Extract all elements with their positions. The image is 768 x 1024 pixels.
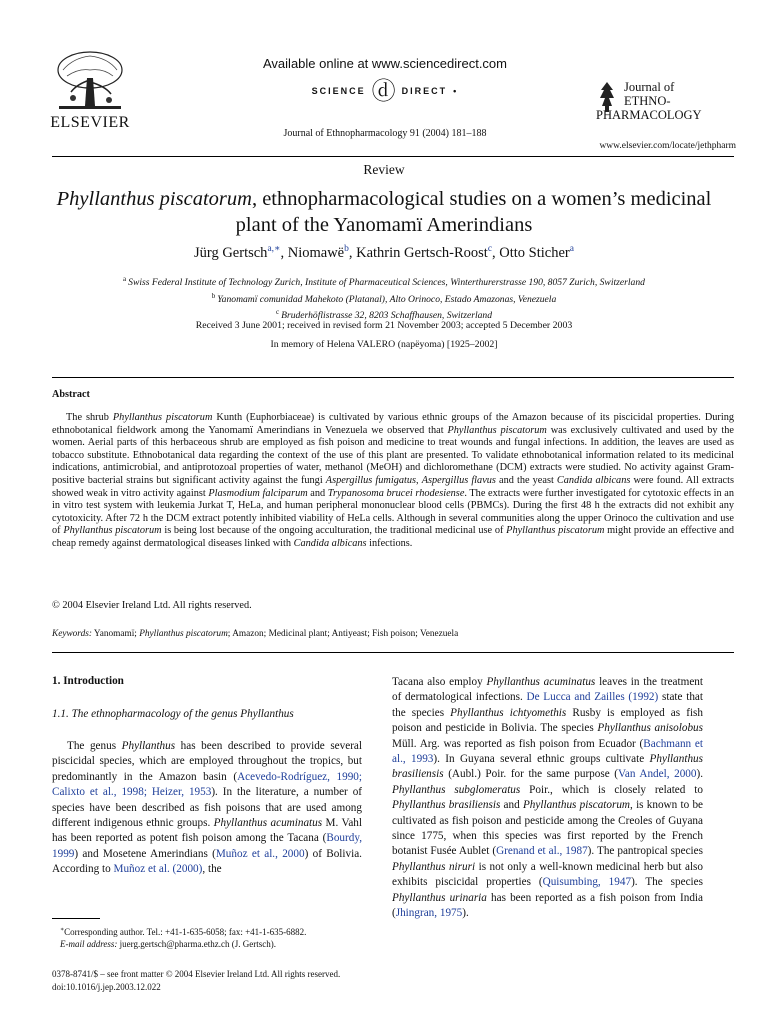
article-dates: Received 3 June 2001; received in revised form 21 November 2003; accepted 5 December 2003 <box>195 320 573 331</box>
text-run: Kunth (Euphorbiaceae) is cultivated by various ethnic groups of the Amazon because of its piscicidal properties. During ethnobotanical fieldwork among the Yanomamï Amerindians in Venezuela we observed that <box>52 412 734 436</box>
text-run: , <box>416 474 422 486</box>
italic-term: Phyllanthus acuminatus <box>213 817 323 830</box>
text-run: infections. <box>366 537 413 549</box>
italic-term: Phyllanthus piscatorum <box>63 525 162 537</box>
author-affiliation-mark[interactable]: a,∗ <box>267 244 281 254</box>
journal-logo-line3: PHARMACOLOGY <box>596 108 702 122</box>
body-right-column <box>392 675 703 922</box>
text-run: state that the species <box>392 691 703 719</box>
text-run: and <box>307 487 328 499</box>
science-word: SCIENCE <box>311 86 366 96</box>
affiliation: $^c$ Bruderhöflistrasse 32, 8203 Schaffhausen, Switzerland <box>276 308 492 322</box>
affiliation: $^b$ Yanomamï comunidad Mahekoto (Platanal), Alto Orinoco, Estado Amazonas, Venezuela <box>211 291 557 305</box>
citation-link[interactable]: Quisumbing, 1947 <box>542 876 632 889</box>
italic-term: Plasmodium falciparum <box>208 487 308 499</box>
sciencedirect-banner <box>240 56 530 103</box>
author-list: Jürg Gertsch$^{a,∗}$, Niomawë$^b$, Kathrin Gertsch-Roost$^c$, Otto Sticher$^a$ <box>194 244 574 261</box>
keywords-list <box>92 629 458 639</box>
text-run: ). <box>696 768 704 781</box>
italic-term: Candida albicans <box>293 537 367 549</box>
text-run: ). <box>462 907 469 920</box>
footnote-corresponding: ∗Corresponding author. Tel.: +41-1-635-6058; fax: +41-1-635-6882. <box>60 927 307 937</box>
sciencedirect-d-icon: ⓓ <box>371 77 396 105</box>
text-run: ) of Bolivia. According to <box>52 847 362 876</box>
text-run: The genus <box>67 740 122 752</box>
affiliation: $^a$ Swiss Federal Institute of Technology Zurich, Institute of Pharmaceutical Sciences, Winterthurerstrasse 190, 8057 Zurich, Switzerland <box>123 275 645 289</box>
abstract-bottom-rule <box>52 652 734 653</box>
text-run: Tacana also employ <box>392 676 487 688</box>
email-link[interactable]: juerg.gertsch@pharma.ethz.ch (J. Gertsch). <box>117 939 276 949</box>
italic-term: Phyllanthus subglomeratus <box>392 783 521 796</box>
text-run: has been reported as a fish poison from India ( <box>392 891 703 920</box>
italic-term: Phyllanthus ichtyomethis <box>450 706 567 719</box>
elsevier-tree-icon <box>53 48 127 112</box>
text-run: and <box>500 799 523 812</box>
abstract-heading: Abstract <box>52 389 90 400</box>
text-run: , the <box>202 863 222 876</box>
text-run: has been described to provide several piscicidal species, which are employed throughout the tropics, but predominantly in the Amazon basin ( <box>52 740 363 783</box>
italic-term: Phyllanthus acuminatus <box>486 676 596 688</box>
italic-term: Phyllanthus <box>121 740 176 752</box>
italic-term: Trypanosoma brucei rhodesiense <box>327 487 465 499</box>
citation-link[interactable]: Muñoz et al., 2000 <box>215 847 305 860</box>
italic-term: Phyllanthus piscatorum <box>506 525 605 537</box>
text-run: ) and Mosetene Amerindians ( <box>74 847 216 860</box>
italic-term: Aspergillus flavus <box>421 474 496 486</box>
italic-term: Aspergillus fumigatus <box>325 474 417 486</box>
citation-link[interactable]: Van Andel, 2000 <box>618 768 697 781</box>
citation-link[interactable]: Jhingran, 1975 <box>395 907 463 920</box>
text-run: ). The species <box>631 876 703 889</box>
keywords-label: Keywords: <box>52 629 92 639</box>
text-run: ). In Guyana several ethnic groups cultivate <box>433 753 650 766</box>
text-run: Rusby is employed as fish poison and pesticide in Bolivia. The species <box>392 706 704 735</box>
italic-term: Phyllanthus piscatorum <box>139 629 228 639</box>
citation-link[interactable]: Acevedo-Rodríguez, 1990; Calixto et al., 1998; Heizer, 1953 <box>52 770 362 799</box>
citation-link[interactable]: Grenand et al., 1987 <box>496 845 588 858</box>
author-affiliation-mark[interactable]: c <box>487 244 493 254</box>
author-affiliation-mark[interactable]: b <box>344 244 349 254</box>
italic-term: Phyllanthus piscatorum <box>112 412 213 423</box>
title-species: Phyllanthus piscatorum <box>56 188 252 210</box>
article-type: Review <box>363 162 405 177</box>
journal-citation: Journal of Ethnopharmacology 91 (2004) 181–188 <box>283 128 487 139</box>
italic-term: Phyllanthus piscatorum <box>522 799 631 812</box>
citation-link[interactable]: Bourdy, 1999 <box>52 832 362 860</box>
author-name: Kathrin Gertsch-Roost <box>356 244 488 261</box>
author-name: Jürg Gertsch <box>194 244 268 261</box>
text-run: might provide an effective and cheap remedy against dermatological diseases linked with <box>52 525 734 549</box>
section-heading: 1. Introduction <box>52 675 124 687</box>
text-run: was exclusively cultivated and used by the women. Aerial parts of this herbaceous shrub are employed as fish poison and medicine to treat wounds and fungal infections. In addition, the leaves are used as tobacco substitute. Ethnobotanical data regarding the context of the use of this plant are presented. To validate ethnobotanical information related to its medicinal indications, antimicrobial, and antiprotozoal properties of water, methanol (MeOH) and dichloromethane (DCM) extracts were studied. No activity against Gram-positive bacterial strains but significant activity against the fungi <box>52 424 734 486</box>
keywords <box>52 629 458 639</box>
author-affiliation-mark[interactable]: a <box>569 244 574 254</box>
journal-url-link[interactable]: www.elsevier.com/locate/jethpharm <box>599 141 736 151</box>
header-rule <box>52 156 734 157</box>
footnote-email: E-mail address: juerg.gertsch@pharma.ethz.ch (J. Gertsch). <box>60 939 276 949</box>
text-run: The shrub <box>66 412 113 423</box>
italic-term: Phyllanthus piscatorum <box>447 424 547 436</box>
text-run: leaves in the treatment of dermatological infections. <box>392 676 703 704</box>
affiliations <box>50 273 718 323</box>
issn-block <box>52 968 340 993</box>
abstract-top-rule <box>52 377 734 378</box>
body-left-column <box>52 739 362 878</box>
journal-logo-line2: ETHNO- <box>624 94 671 108</box>
elsevier-logo <box>50 48 130 132</box>
footnote <box>60 924 380 950</box>
italic-term: Candida albicans <box>556 474 631 486</box>
text-run: Müll. Arg. was reported as fish poison from Ecuador ( <box>392 737 644 750</box>
author-name: Otto Sticher <box>499 244 570 261</box>
copyright-line: © 2004 Elsevier Ireland Ltd. All rights reserved. <box>52 600 252 611</box>
title-rest: , ethnopharmacological studies on a women’s medicinal plant of the Yanomamï Amerindians <box>235 188 712 236</box>
author-name: Niomawë <box>287 244 345 261</box>
subsection-heading: 1.1. The ethnopharmacology of the genus Phyllanthus <box>52 708 294 720</box>
journal-logo <box>596 80 736 122</box>
text-run: and the yeast <box>495 474 557 486</box>
text-run: Poir., which is closely related to <box>520 783 703 796</box>
italic-term: Phyllanthus urinaria <box>392 891 487 904</box>
journal-logo-line1: Journal of <box>624 80 675 94</box>
text-run: Yanomamï; <box>91 629 140 639</box>
italic-term: Phyllanthus anisolobus <box>597 722 703 735</box>
text-run: ). In the literature, a number of species have been described as fish poisons that are used among different indigenous ethnic groups. <box>52 786 363 830</box>
italic-term: Phyllanthus brasiliensis <box>392 753 703 781</box>
article-title <box>50 186 718 238</box>
text-run: were found. All extracts showed weak in vitro activity against <box>52 474 734 499</box>
citation-link[interactable]: De Lucca and Zailles (1992) <box>526 691 659 704</box>
text-run: M. Vahl has been reported as potent fish poison among the Tacana ( <box>52 817 362 845</box>
sciencedirect-logo: SCIENCE ⓓ DIRECT • <box>311 77 459 105</box>
text-run: ; Amazon; Medicinal plant; Antiyeast; Fish poison; Venezuela <box>227 629 459 639</box>
available-online-text: Available online at www.sciencedirect.com <box>263 56 507 71</box>
footnote-rule <box>52 918 100 919</box>
text-run: , is known to be cultivated as fish poison and pesticide among the Creoles of Guyana since 1775, when this species was first reported by the French botanist Fusée Aublet ( <box>392 799 703 858</box>
citation-link[interactable]: Muñoz et al. (2000) <box>113 863 203 876</box>
italic-term: Phyllanthus niruri <box>392 860 476 873</box>
dedication: In memory of Helena VALERO (napëyoma) [1925–2002] <box>270 339 498 350</box>
citation-link[interactable]: Bachmann et al., 1993 <box>392 737 703 766</box>
issn-line: 0378-8741/$ – see front matter © 2004 Elsevier Ireland Ltd. All rights reserved. <box>52 969 341 979</box>
text-run: (Aubl.) Poir. for the same purpose ( <box>443 768 619 781</box>
italic-term: Phyllanthus brasiliensis <box>392 799 501 812</box>
text-run: . The extracts were further investigated for cytotoxic effects in an in vitro test system with leukemia Jurkat T, HeLa, and human peripheral mononuclear blood cells (PBMCs). During the first 48 h the extracts did not exhibit any cytotoxicity. After 72 h the DCM extract potently inhibited viability of HeLa cells. Although in several communities along the upper Orinoco the cultivation and use of <box>52 487 735 537</box>
text-run: is not only a well-known medicinal herb but also exhibits piscicidal properties ( <box>392 860 703 889</box>
abstract-text <box>52 412 734 551</box>
text-run: ). The pantropical species <box>587 845 703 858</box>
text-run: is being lost because of the ongoing acculturation, the traditional medicinal use of <box>161 525 507 537</box>
direct-word: DIRECT <box>401 86 448 96</box>
publisher-name: ELSEVIER <box>50 114 130 131</box>
doi-line[interactable]: doi:10.1016/j.jep.2003.12.022 <box>52 981 161 992</box>
